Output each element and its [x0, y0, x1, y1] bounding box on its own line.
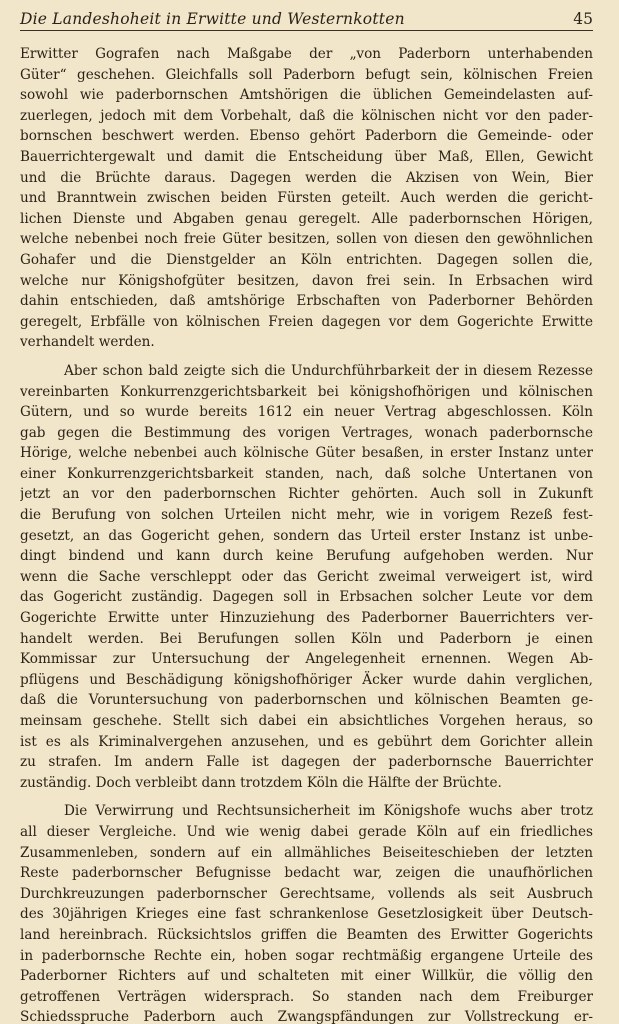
text-line: das Gogericht zuständig. Dagegen soll in Erbsachen solcher Leute vor dem	[20, 589, 593, 606]
running-header	[20, 8, 593, 31]
text-line: verhandelt werden.	[20, 334, 155, 351]
text-line: Gütern, und so wurde bereits 1612 ein neuer Vertrag abgeschlossen. Köln	[20, 404, 593, 421]
text-line: Reste paderbornscher Befugnisse bedacht war, zeigen die unaufhörlichen	[20, 865, 593, 882]
text-line: bornschen beschwert werden. Ebenso gehört Paderborn die Gemeinde- oder	[20, 128, 593, 145]
text-line: zu strafen. Im andern Falle ist dagegen der paderbornsche Bauerrichter	[20, 754, 593, 771]
text-line: welche nebenbei noch freie Güter besitzen, sollen von diesen den gewöhnlichen	[20, 231, 593, 248]
text-line: einer Konkurrenzgerichtsbarkeit standen, nach, daß solche Untertanen von	[20, 465, 593, 482]
text-line: Güter“ geschehen. Gleichfalls soll Paderborn befugt sein, kölnischen Freien	[20, 66, 593, 83]
text-line: ist es als Kriminalvergehen anzusehen, und es gebührt dem Gorichter allein	[20, 733, 593, 750]
text-line: handelt werden. Bei Berufungen sollen Köln und Paderborn je einen	[20, 630, 593, 647]
text-line: Die Verwirrung und Rechtsunsicherheit im Königshofe wuchs aber trotz	[64, 803, 593, 820]
text-line: lichen Dienste und Abgaben genau geregelt. Alle paderbornschen Hörigen,	[20, 210, 593, 227]
text-line: und Branntwein zwischen beiden Fürsten geteilt. Auch werden die gericht-	[20, 190, 593, 207]
text-line: und die Brüchte daraus. Dagegen werden die Akzisen von Wein, Bier	[20, 169, 593, 186]
text-line: sowohl wie paderbornschen Amtshörigen die üblichen Gemeindelasten auf-	[20, 87, 593, 104]
text-line: meinsam geschehe. Stellt sich dabei ein absichtliches Vorgehen heraus, so	[20, 713, 593, 729]
text-line: all dieser Vergleiche. Und wie wenig dabei gerade Köln auf ein friedliches	[20, 823, 593, 840]
text-line: Zusammenleben, sondern auf ein allmähliches Beiseiteschieben der letzten	[20, 844, 593, 861]
text-line: pflügens und Beschädigung königshofhöriger Äcker wurde dahin verglichen,	[20, 671, 593, 688]
page-number: 45	[573, 10, 593, 28]
text-line: Hörige, welche nebenbei auch kölnische Güter besaßen, in erster Instanz unter	[20, 445, 593, 462]
paragraph	[20, 801, 593, 1024]
paragraph	[20, 361, 593, 793]
text-line: dahin entschieden, daß amtshörige Erbschaften von Paderborner Behörden	[20, 293, 593, 310]
text-line: zuständig. Doch verbleibt dann trotzdem Köln die Hälfte der Brüchte.	[20, 774, 502, 791]
paragraph	[20, 44, 593, 353]
text-line: getroffenen Verträgen widersprach. So standen nach dem Freiburger	[20, 988, 593, 1005]
text-line: wenn die Sache verschleppt oder das Gericht zweimal verweigert ist, wird	[20, 568, 593, 585]
text-line: dingt bindend und kann durch keine Berufung aufgehoben werden. Nur	[20, 548, 593, 565]
text-line: Durchkreuzungen paderbornscher Gerechtsame, vollends als seit Ausbruch	[20, 885, 593, 902]
text-line: Gogerichte Erwitte unter Hinzuziehung des Paderborner Bauerrichters ver-	[20, 610, 593, 627]
text-line: jetzt an vor den paderbornschen Richter gehörten. Auch soll in Zukunft	[20, 486, 593, 503]
text-line: Gohafer und die Dienstgelder an Köln entrichten. Dagegen sollen die,	[20, 251, 593, 268]
text-line: Bauerrichtergewalt und damit die Entscheidung über Maß, Ellen, Gewicht	[20, 148, 593, 165]
text-line: zuerlegen, jedoch mit dem Vorbehalt, daß die kölnischen nicht vor den pader-	[20, 107, 593, 124]
text-line: Erwitter Gografen nach Maßgabe der „von Paderborn unterhabenden	[20, 46, 593, 62]
text-line: die Berufung von solchen Urteilen nicht mehr, wie in vorigem Rezeß fest-	[20, 507, 593, 524]
text-line: gab gegen die Bestimmung des vorigen Vertrages, wonach paderbornsche	[20, 424, 593, 441]
text-line: Paderborner Richters auf und schalteten mit einer Willkür, die völlig den	[20, 968, 593, 985]
running-title: Die Landeshoheit in Erwitte und Westernkotten	[20, 10, 405, 28]
text-line: welche nur Königshofgüter besitzen, davon frei sein. In Erbsachen wird	[20, 272, 593, 289]
text-line: Schiedsspruche Paderborn auch Zwangspfändungen zur Vollstreckung er-	[20, 1009, 593, 1024]
text-line: geregelt, Erbfälle von kölnischen Freien dagegen vor dem Gogerichte Erwitte	[20, 313, 593, 330]
body-text	[20, 44, 593, 1024]
text-line: gesetzt, an das Gogericht gehen, sondern das Urteil erster Instanz ist unbe-	[20, 527, 593, 544]
text-line: daß die Voruntersuchung von paderbornschen und kölnischen Beamten ge-	[20, 692, 593, 709]
text-line: des 30jährigen Krieges eine fast schrankenlose Gesetzlosigkeit über Deutsch-	[20, 906, 593, 923]
text-line: Kommissar zur Untersuchung der Angelegenheit ernennen. Wegen Ab-	[20, 651, 593, 668]
text-line: land hereinbrach. Rücksichtslos griffen die Beamten des Erwitter Gogerichts	[20, 926, 593, 943]
text-line: Aber schon bald zeigte sich die Undurchführbarkeit der in diesem Rezesse	[64, 362, 593, 379]
text-line: vereinbarten Konkurrenzgerichtsbarkeit bei königshofhörigen und kölnischen	[20, 383, 593, 400]
text-line: in paderbornsche Rechte ein, hoben sogar rechtmäßig ergangene Urteile des	[20, 947, 593, 964]
